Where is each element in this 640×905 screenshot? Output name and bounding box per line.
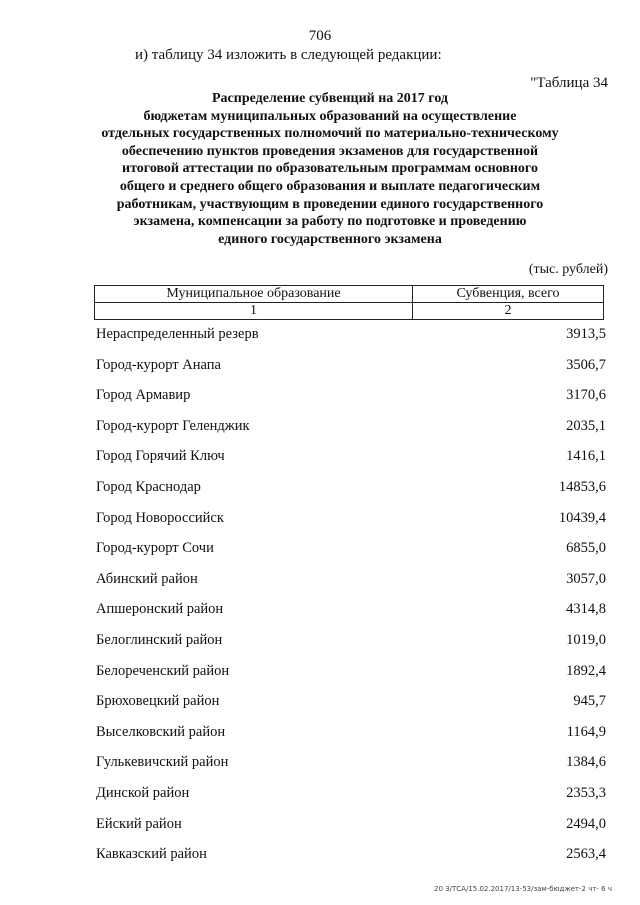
row-value: 14853,6 xyxy=(558,478,606,495)
row-municipality: Город Армавир xyxy=(96,387,191,404)
table-row xyxy=(96,479,606,510)
table-row xyxy=(96,387,606,418)
document-title xyxy=(80,90,580,248)
table-row xyxy=(96,632,606,663)
row-value: 945,7 xyxy=(573,693,606,710)
title-line: единого государственного экзамена xyxy=(218,231,442,247)
row-municipality: Белоглинский район xyxy=(96,631,223,648)
row-municipality: Город-курорт Геленджик xyxy=(96,417,250,434)
row-value: 1384,6 xyxy=(566,754,606,771)
row-value: 4314,8 xyxy=(566,601,606,618)
row-value: 2353,3 xyxy=(566,784,606,801)
table-row xyxy=(96,724,606,755)
row-value: 3170,6 xyxy=(566,387,606,404)
page-number: 706 xyxy=(308,28,332,44)
intro-text: и) таблицу 34 изложить в следующей редакции: xyxy=(135,47,442,63)
table-label: "Таблица 34 xyxy=(530,75,608,91)
table-row xyxy=(96,693,606,724)
row-municipality: Брюховецкий район xyxy=(96,693,220,710)
footer-code: 20 З/ТСА/15.02.2017/13-53/зам-бюджет-2 чт- 6 ч xyxy=(434,885,612,893)
row-municipality: Город-курорт Сочи xyxy=(96,540,214,557)
column-number-row xyxy=(95,303,604,320)
row-value: 10439,4 xyxy=(558,509,606,526)
title-line: работникам, участвующим в проведении единого государственного xyxy=(116,196,544,212)
row-municipality: Город Горячий Ключ xyxy=(96,448,225,465)
row-value: 1019,0 xyxy=(566,631,606,648)
header-municipality: Муниципальное образование xyxy=(95,286,413,303)
row-municipality: Апшеронский район xyxy=(96,601,224,618)
header-row xyxy=(95,286,604,303)
row-value: 2494,0 xyxy=(566,815,606,832)
table-row xyxy=(96,448,606,479)
row-value: 1416,1 xyxy=(566,448,606,465)
row-value: 1164,9 xyxy=(566,723,606,740)
table-row xyxy=(96,601,606,632)
title-line: общего и среднего общего образования и выплате педагогическим xyxy=(119,178,541,194)
row-municipality: Город Краснодар xyxy=(96,478,201,495)
row-municipality: Кавказский район xyxy=(96,846,207,863)
table-row xyxy=(96,418,606,449)
row-value: 3506,7 xyxy=(566,356,606,373)
title-line: Распределение субвенций на 2017 год xyxy=(212,91,448,106)
table-row xyxy=(96,754,606,785)
row-value: 1892,4 xyxy=(566,662,606,679)
table-row xyxy=(96,540,606,571)
row-value: 6855,0 xyxy=(566,540,606,557)
table-row xyxy=(96,571,606,602)
row-municipality: Ейский район xyxy=(96,815,182,832)
column-number-2: 2 xyxy=(413,303,604,320)
table-row xyxy=(96,510,606,541)
title-line: бюджетам муниципальных образований на осуществление xyxy=(143,108,517,124)
row-municipality: Выселковский район xyxy=(96,723,226,740)
title-line: обеспечению пунктов проведения экзаменов для государственной xyxy=(121,143,539,159)
row-value: 3913,5 xyxy=(566,326,606,342)
row-municipality: Абинский район xyxy=(96,570,198,587)
column-number-1: 1 xyxy=(95,303,413,320)
table-row xyxy=(96,846,606,877)
row-municipality: Белореченский район xyxy=(96,662,230,679)
table-row xyxy=(96,663,606,694)
row-municipality: Динской район xyxy=(96,784,190,801)
row-municipality: Город-курорт Анапа xyxy=(96,356,221,373)
row-municipality: Гулькевичский район xyxy=(96,754,229,771)
table-row xyxy=(96,785,606,816)
title-line: экзамена, компенсации за работу по подготовке и проведению xyxy=(133,214,527,230)
units-label: (тыс. рублей) xyxy=(528,262,608,277)
table-body xyxy=(96,326,606,877)
table-row xyxy=(96,357,606,388)
title-line: отдельных государственных полномочий по материально-техническому xyxy=(101,126,559,142)
table-header xyxy=(94,285,604,320)
row-municipality: Город Новороссийск xyxy=(96,509,224,526)
row-value: 2563,4 xyxy=(566,846,606,863)
row-value: 3057,0 xyxy=(566,570,606,587)
table-row xyxy=(96,816,606,847)
row-value: 2035,1 xyxy=(566,417,606,434)
row-municipality: Нераспределенный резерв xyxy=(96,326,259,342)
header-subvention: Субвенция, всего xyxy=(413,286,604,303)
table-row xyxy=(96,326,606,357)
title-line: итоговой аттестации по образовательным программам основного xyxy=(122,161,538,177)
